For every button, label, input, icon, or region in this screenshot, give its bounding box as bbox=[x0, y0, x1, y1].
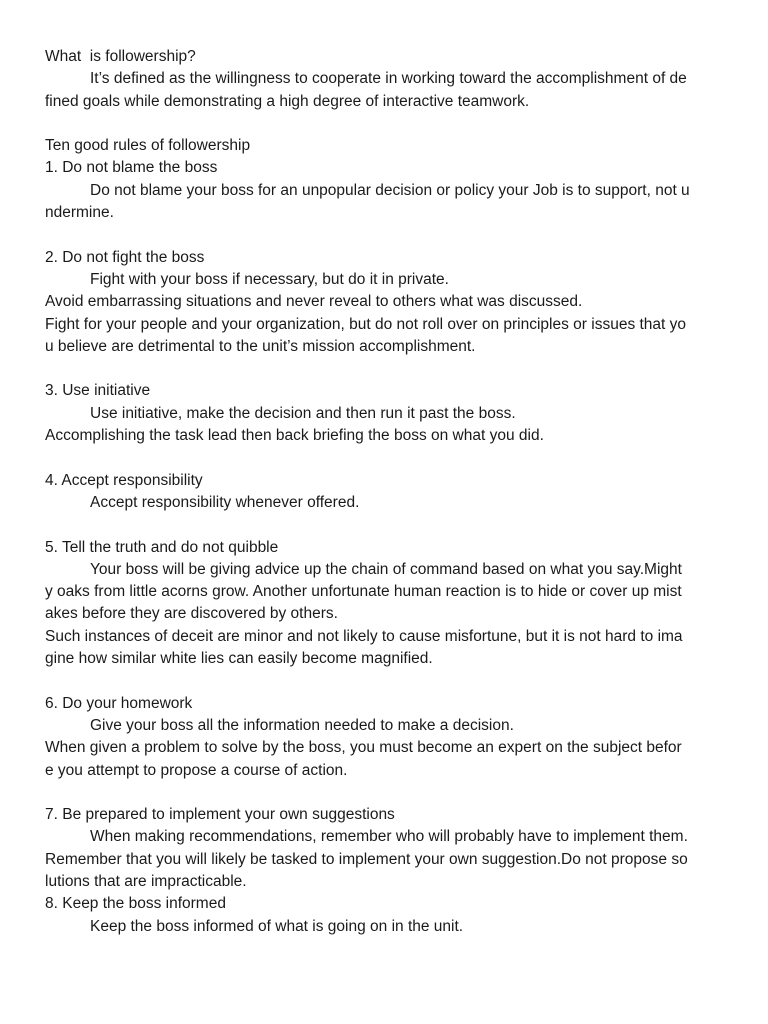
spacer bbox=[45, 782, 725, 804]
rule-heading: 1. Do not blame the boss bbox=[45, 159, 218, 177]
rule-text-line: Use initiative, make the decision and then run it past the boss. bbox=[90, 404, 516, 422]
rule-text-line: y oaks from little acorns grow. Another unfortunate human reaction is to hide or cover up mist bbox=[45, 583, 682, 601]
rule-heading: 3. Use initiative bbox=[45, 382, 151, 400]
rule-text-line: ndermine. bbox=[45, 204, 114, 222]
spacer bbox=[45, 113, 725, 135]
rule-text-line: Fight for your people and your organization, but do not roll over on principles or issues that yo bbox=[45, 315, 687, 333]
spacer bbox=[45, 670, 725, 692]
rule-text-line: Give your boss all the information needed to make a decision. bbox=[90, 716, 514, 734]
rule-text-line: Accomplishing the task lead then back briefing the boss on what you did. bbox=[45, 427, 544, 445]
rule-text-line: Fight with your boss if necessary, but do it in private. bbox=[90, 270, 449, 288]
rule-text-line: Avoid embarrassing situations and never reveal to others what was discussed. bbox=[45, 293, 583, 311]
rule-text-line: e you attempt to propose a course of action. bbox=[45, 761, 348, 779]
rule-text-line: Your boss will be giving advice up the chain of command based on what you say.Might bbox=[90, 560, 682, 578]
definition-line: fined goals while demonstrating a high degree of interactive teamwork. bbox=[45, 92, 530, 110]
rule-text-line: Remember that you will likely be tasked to implement your own suggestion.Do not propose so bbox=[45, 850, 688, 868]
rule-heading: 6. Do your homework bbox=[45, 694, 193, 712]
rule-text-line: Accept responsibility whenever offered. bbox=[90, 493, 360, 511]
document-title: What is followership? bbox=[45, 48, 196, 65]
rule-heading: 8. Keep the boss informed bbox=[45, 895, 226, 913]
rule-text-line: Keep the boss informed of what is going on in the unit. bbox=[90, 917, 464, 935]
rules-heading: Ten good rules of followership bbox=[45, 137, 251, 155]
rule-text-line: u believe are detrimental to the unit’s mission accomplishment. bbox=[45, 337, 476, 355]
rule-heading: 2. Do not fight the boss bbox=[45, 248, 205, 266]
rule-heading: 5. Tell the truth and do not quibble bbox=[45, 538, 279, 556]
rule-text-line: lutions that are impracticable. bbox=[45, 872, 247, 890]
document-page bbox=[45, 46, 725, 938]
rule-text-line: When given a problem to solve by the boss, you must become an expert on the subject befor bbox=[45, 739, 682, 757]
spacer bbox=[45, 224, 725, 246]
rule-heading: 4. Accept responsibility bbox=[45, 471, 203, 489]
spacer bbox=[45, 358, 725, 380]
rule-text-line: gine how similar white lies can easily become magnified. bbox=[45, 650, 433, 668]
rule-text-line: Do not blame your boss for an unpopular decision or policy your Job is to support, not u bbox=[90, 181, 690, 199]
rule-text-line: Such instances of deceit are minor and not likely to cause misfortune, but it is not hard to ima bbox=[45, 627, 683, 645]
spacer bbox=[45, 514, 725, 536]
rule-text-line: akes before they are discovered by others. bbox=[45, 605, 338, 623]
definition-line: It’s defined as the willingness to cooperate in working toward the accomplishment of de bbox=[90, 70, 687, 88]
rule-heading: 7. Be prepared to implement your own suggestions bbox=[45, 806, 395, 824]
rule-text-line: When making recommendations, remember who will probably have to implement them. bbox=[90, 828, 688, 846]
spacer bbox=[45, 447, 725, 469]
